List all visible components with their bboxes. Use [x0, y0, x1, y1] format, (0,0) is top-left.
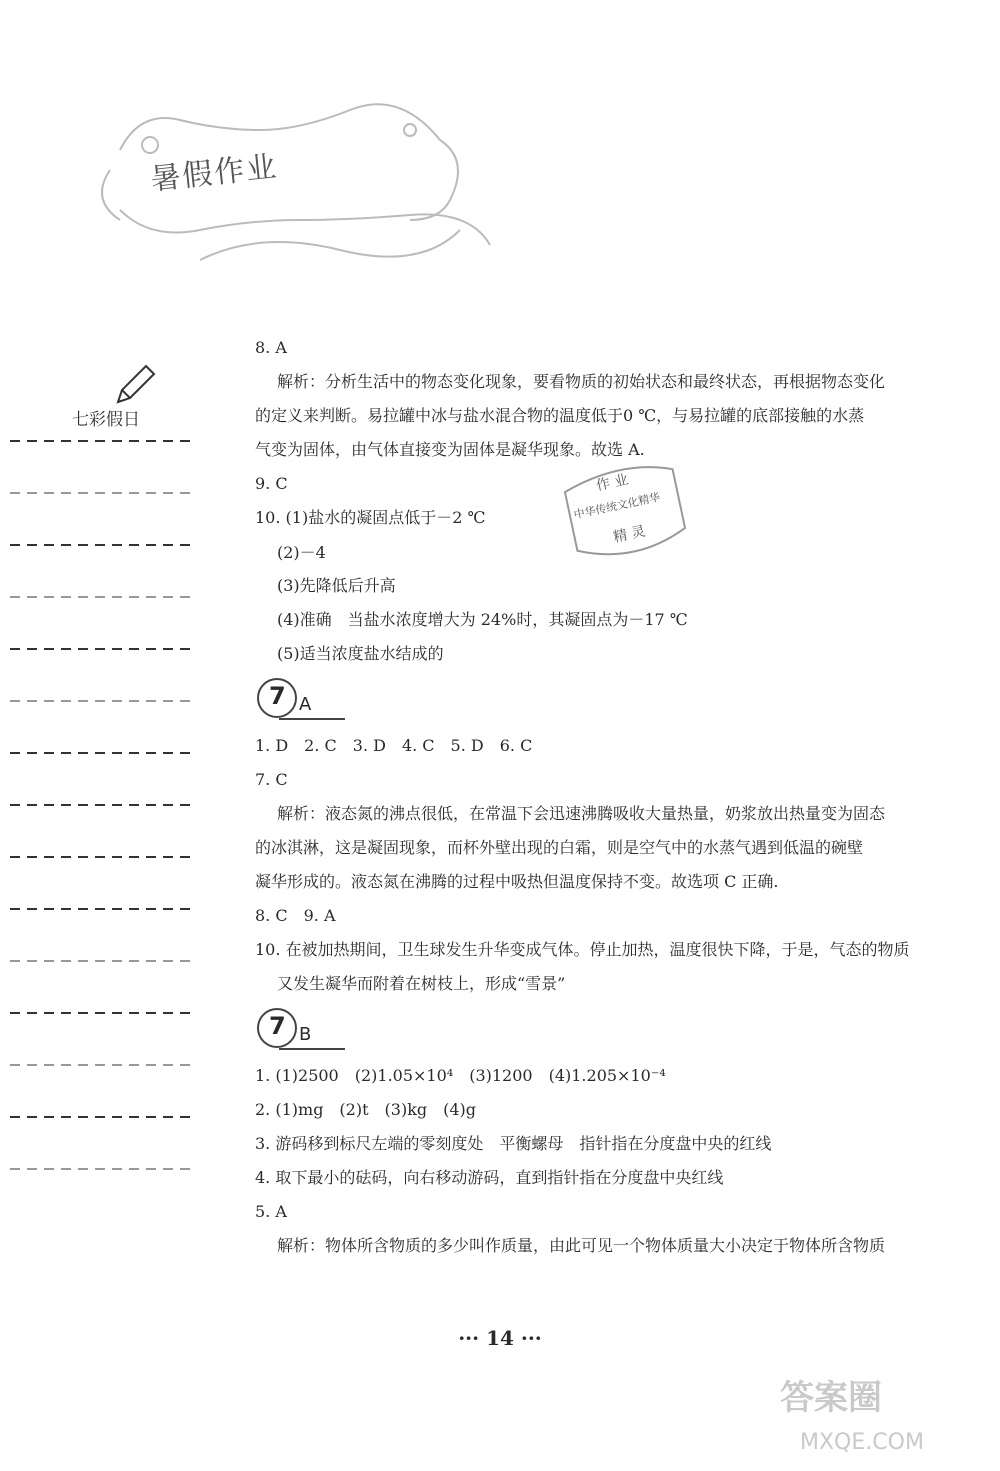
answer-line: (4)准确 当盐水浓度增大为 24%时，其凝固点为－17 ℃	[277, 610, 688, 629]
dashed-line	[10, 648, 195, 650]
answer-line: 4. 取下最小的砝码，向右移动游码，直到指针指在分度盘中央红线	[255, 1168, 724, 1187]
answer-line: 2. (1)mg (2)t (3)kg (4)g	[255, 1100, 477, 1119]
watermark-brand: 答案圈	[780, 1378, 882, 1418]
badge-number: 7	[269, 1012, 286, 1040]
badge-letter: B	[299, 1024, 312, 1045]
dashed-line	[10, 1168, 195, 1170]
page-number: ··· 14 ···	[458, 1326, 542, 1350]
answer-line: 解析：液态氮的沸点很低，在常温下会迅速沸腾吸收大量热量，奶浆放出热量变为固态	[277, 804, 886, 823]
answer-line: 1. D 2. C 3. D 4. C 5. D 6. C	[255, 736, 533, 755]
answer-line: 的定义来判断。易拉罐中冰与盐水混合物的温度低于0 ℃，与易拉罐的底部接触的水蒸	[255, 406, 865, 425]
sidebar-label: 七彩假日	[72, 410, 140, 430]
dashed-line	[10, 960, 195, 962]
badge-underline	[279, 1048, 345, 1050]
margin-dashed-lines	[10, 440, 195, 1220]
dashed-line	[10, 1116, 195, 1118]
dashed-line	[10, 700, 195, 702]
dashed-line	[10, 856, 195, 858]
answer-line: 1. (1)2500 (2)1.05×10⁴ (3)1200 (4)1.205×10⁻⁴	[255, 1066, 666, 1085]
watermark-url: MXQE.COM	[800, 1430, 924, 1455]
pen-icon	[112, 362, 158, 408]
badge-number: 7	[269, 682, 286, 710]
header-logo	[80, 90, 500, 290]
answer-line: 3. 游码移到标尺左端的零刻度处 平衡螺母 指针指在分度盘中央的红线	[255, 1134, 772, 1153]
answer-line: (3)先降低后升高	[277, 576, 396, 595]
answer-line: 解析：物体所含物质的多少叫作质量，由此可见一个物体质量大小决定于物体所含物质	[277, 1236, 886, 1255]
dashed-line	[10, 492, 195, 494]
answer-line: (5)适当浓度盐水结成的	[277, 644, 444, 663]
section-badge	[255, 1008, 345, 1054]
stamp-seal: 作 业 中华传统文化精华 精 灵	[551, 448, 699, 573]
header-logo-title: 暑假作业	[148, 149, 280, 198]
answer-line: 9. C	[255, 474, 288, 493]
dashed-line	[10, 440, 195, 442]
answer-line: 气变为固体，由气体直接变为固体是凝华现象。故选 A.	[255, 440, 645, 459]
dashed-line	[10, 804, 195, 806]
section-badge	[255, 678, 345, 724]
dashed-line	[10, 544, 195, 546]
answer-line: 10. (1)盐水的凝固点低于－2 ℃	[255, 508, 486, 527]
answer-line: 5. A	[255, 1202, 287, 1221]
answer-line: 10. 在被加热期间，卫生球发生升华变成气体。停止加热，温度很快下降，于是，气态的物质	[255, 940, 910, 959]
dashed-line	[10, 908, 195, 910]
dashed-line	[10, 596, 195, 598]
answer-line: (2)－4	[277, 543, 326, 562]
dashed-line	[10, 752, 195, 754]
badge-letter: A	[299, 694, 312, 715]
dashed-line	[10, 1064, 195, 1066]
dashed-line	[10, 1012, 195, 1014]
answer-line: 又发生凝华而附着在树枝上，形成“雪景”	[277, 974, 566, 993]
answer-line: 解析：分析生活中的物态变化现象，要看物质的初始状态和最终状态，再根据物态变化	[277, 372, 886, 391]
answer-line: 8. C 9. A	[255, 906, 336, 925]
answer-line: 8. A	[255, 338, 287, 357]
answer-line: 凝华形成的。液态氮在沸腾的过程中吸热但温度保持不变。故选项 C 正确.	[255, 872, 779, 891]
answer-line: 7. C	[255, 770, 288, 789]
answer-line: 的冰淇淋，这是凝固现象，而杯外壁出现的白霜，则是空气中的水蒸气遇到低温的碗壁	[255, 838, 864, 857]
badge-underline	[279, 718, 345, 720]
